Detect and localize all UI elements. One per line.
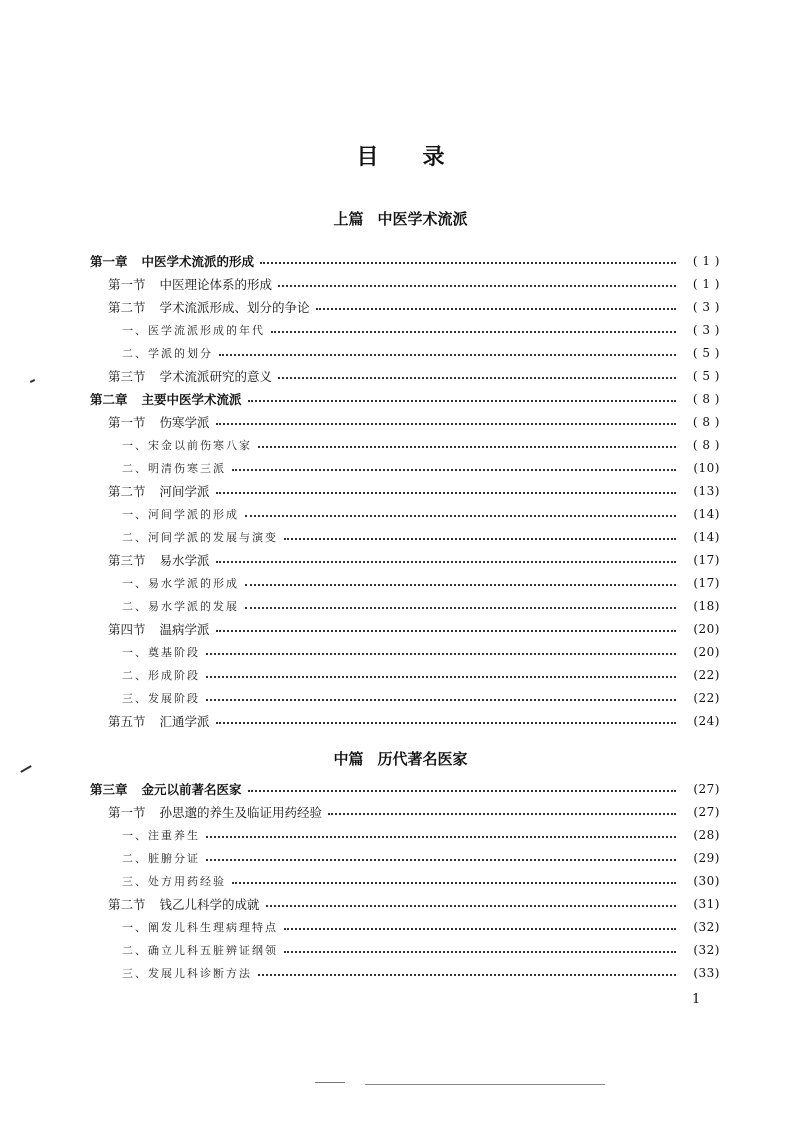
toc-entry-chapter[interactable] [90, 249, 720, 272]
toc-entry-label [90, 437, 256, 453]
toc-entry-label [90, 895, 264, 913]
dot-leader [284, 950, 676, 953]
dot-leader [258, 445, 676, 448]
toc-entry-page: (20) [693, 644, 720, 659]
toc-entry-title: 河间学派的形成 [148, 507, 239, 521]
toc-entry-sub[interactable] [90, 961, 720, 984]
toc-entry-page: (22) [693, 667, 720, 682]
toc-entry-number: 第一节 [108, 276, 146, 292]
toc-entry-sub[interactable] [90, 823, 720, 846]
toc-entry-label [90, 529, 282, 545]
toc-entry-label [90, 390, 246, 408]
dot-leader [216, 491, 676, 494]
toc-entry-title: 钱乙儿科学的成就 [159, 896, 260, 912]
toc-entry-label [90, 506, 243, 522]
toc-entry-number: 第三节 [108, 552, 146, 568]
toc-entry-section[interactable] [90, 548, 720, 571]
toc-entry-title: 易水学派的形成 [148, 576, 239, 590]
toc-entry-label [90, 942, 282, 958]
toc-entry-number: 三、 [122, 966, 148, 980]
toc-entry-label [90, 827, 204, 843]
toc-entry-label [90, 712, 214, 730]
toc-entry-title: 发展儿科诊断方法 [148, 966, 252, 980]
toc-entry-label [90, 690, 204, 706]
toc-entry-page: ( 1 ) [692, 276, 720, 291]
dot-leader [216, 560, 676, 563]
toc-entry-title: 伤寒学派 [159, 414, 210, 430]
dot-leader [278, 284, 676, 287]
toc-entry-number: 一、 [122, 828, 148, 842]
toc-entry-page: (28) [693, 827, 720, 842]
toc-entry-page: (17) [693, 575, 720, 590]
toc-entry-title: 孙思邈的养生及临证用药经验 [159, 804, 323, 820]
toc-entry-label [90, 460, 230, 476]
toc-entry-sub[interactable] [90, 571, 720, 594]
toc-entry-label [90, 367, 276, 385]
toc-entry-number: 第二节 [108, 299, 146, 315]
part-number: 上篇 [333, 210, 364, 228]
toc-entry-sub[interactable] [90, 525, 720, 548]
toc-entry-title: 形成阶段 [148, 668, 200, 682]
toc-entry-label [90, 413, 214, 431]
toc-entry-label [90, 850, 204, 866]
toc-entry-number: 三、 [122, 691, 148, 705]
toc-entry-number: 第二节 [108, 896, 146, 912]
dot-leader [278, 376, 676, 379]
dot-leader [219, 353, 676, 356]
toc-entry-number: 二、 [122, 599, 148, 613]
toc-entry-sub[interactable] [90, 686, 720, 709]
toc-entry-page: ( 3 ) [692, 322, 720, 337]
toc-entry-number: 一、 [122, 645, 148, 659]
toc-entry-number: 第一节 [108, 414, 146, 430]
toc-entry-page: (14) [693, 506, 720, 521]
toc-entry-number: 一、 [122, 323, 148, 337]
toc-entry-page: (22) [693, 690, 720, 705]
dot-leader [206, 858, 676, 861]
dot-leader [284, 927, 676, 930]
toc-entry-number: 二、 [122, 530, 148, 544]
toc-entry-sub[interactable] [90, 594, 720, 617]
toc-entry-number: 一、 [122, 507, 148, 521]
toc-entry-sub[interactable] [90, 663, 720, 686]
toc-entry-number: 一、 [122, 576, 148, 590]
toc-entry-sub[interactable] [90, 341, 720, 364]
toc-entry-page: ( 5 ) [692, 368, 720, 383]
toc-entry-sub[interactable] [90, 846, 720, 869]
dot-leader [245, 606, 676, 609]
toc-entry-title: 确立儿科五脏辨证纲领 [148, 943, 278, 957]
toc-entry-label [90, 252, 258, 270]
toc-entry-title: 学派的划分 [148, 346, 213, 360]
toc-entry-page: (32) [693, 942, 720, 957]
toc-entry-number: 第五节 [108, 713, 146, 729]
toc-entry-label [90, 598, 243, 614]
toc-entry-label [90, 298, 314, 316]
toc-entry-section[interactable] [90, 410, 720, 433]
toc-entry-title: 河间学派的发展与演变 [148, 530, 278, 544]
toc-entry-number: 第三节 [108, 368, 146, 384]
toc-entry-title: 处方用药经验 [148, 874, 226, 888]
toc-entry-section[interactable] [90, 364, 720, 387]
toc-entry-title: 学术流派形成、划分的争论 [159, 299, 310, 315]
toc-entry-page: (14) [693, 529, 720, 544]
toc-entry-page: (18) [693, 598, 720, 613]
toc-entry-page: (24) [693, 713, 720, 728]
toc-entry-title: 中医学术流派的形成 [141, 253, 255, 269]
dot-leader [232, 881, 676, 884]
toc-entry-label [90, 965, 256, 981]
dot-leader [232, 468, 676, 471]
scan-artifact [365, 1084, 605, 1085]
toc-entry-sub[interactable] [90, 869, 720, 892]
part-title: 中医学术流派 [377, 210, 468, 228]
dot-leader [206, 652, 676, 655]
toc-entry-section[interactable] [90, 709, 720, 732]
toc-entry-title: 汇通学派 [159, 713, 210, 729]
toc-entry-title: 温病学派 [159, 621, 210, 637]
toc-entry-page: (29) [693, 850, 720, 865]
toc-entry-sub[interactable] [90, 915, 720, 938]
toc-entry-page: (30) [693, 873, 720, 888]
toc-entry-number: 第一章 [90, 253, 128, 269]
toc-entry-number: 二、 [122, 851, 148, 865]
scan-artifact [315, 1082, 345, 1083]
dot-leader [271, 330, 676, 333]
toc-entry-number: 一、 [122, 920, 148, 934]
document-title-char-1: 目 [356, 145, 379, 170]
toc-entry-label [90, 620, 214, 638]
dot-leader [216, 721, 676, 724]
toc-entry-page: (10) [693, 460, 720, 475]
dot-leader [248, 789, 676, 792]
toc-entry-page: ( 5 ) [692, 345, 720, 360]
dot-leader [216, 629, 676, 632]
toc-entry-number: 第二章 [90, 391, 128, 407]
toc-entry-title: 医学流派形成的年代 [148, 323, 265, 337]
toc-entry-number: 第二节 [108, 483, 146, 499]
toc-entry-title: 奠基阶段 [148, 645, 200, 659]
dot-leader [316, 307, 676, 310]
toc-entry-title: 学术流派研究的意义 [159, 368, 273, 384]
toc-entry-title: 阐发儿科生理病理特点 [148, 920, 278, 934]
toc-entry-section[interactable] [90, 800, 720, 823]
toc-entry-section[interactable] [90, 892, 720, 915]
toc-entry-label [90, 644, 204, 660]
toc-entry-page: (17) [693, 552, 720, 567]
document-title [0, 140, 801, 171]
toc-entry-label [90, 919, 282, 935]
dot-leader [206, 675, 676, 678]
toc-entry-chapter[interactable] [90, 387, 720, 410]
toc-entry-label [90, 345, 217, 361]
toc-entry-page: (33) [693, 965, 720, 980]
toc-entry-label [90, 873, 230, 889]
toc-entry-chapter[interactable] [90, 777, 720, 800]
toc-entry-title: 中医理论体系的形成 [159, 276, 273, 292]
toc-entry-page: (13) [693, 483, 720, 498]
toc-entry-section[interactable] [90, 479, 720, 502]
dot-leader [328, 812, 676, 815]
document-title-char-2: 录 [422, 145, 445, 170]
dot-leader [245, 583, 676, 586]
toc-entry-page: (27) [693, 781, 720, 796]
toc-entry-title: 注重养生 [148, 828, 200, 842]
toc-entry-number: 二、 [122, 943, 148, 957]
toc-entry-sub[interactable] [90, 318, 720, 341]
dot-leader [260, 261, 676, 264]
scan-artifact [30, 379, 35, 383]
toc-entry-number: 一、 [122, 438, 148, 452]
toc-entry-sub[interactable] [90, 502, 720, 525]
toc-entry-sub[interactable] [90, 456, 720, 479]
toc-entry-title: 明清伤寒三派 [148, 461, 226, 475]
toc-entry-number: 二、 [122, 668, 148, 682]
toc-entry-page: (27) [693, 804, 720, 819]
part-heading-upper [0, 208, 801, 229]
page-number: 1 [692, 992, 701, 1007]
toc-entry-title: 易水学派的发展 [148, 599, 239, 613]
toc-entry-number: 第三章 [90, 781, 128, 797]
part-heading-middle [0, 748, 801, 769]
toc-entry-page: ( 1 ) [692, 253, 720, 268]
toc-entry-page: (32) [693, 919, 720, 934]
toc-entry-sub[interactable] [90, 433, 720, 456]
toc-entry-sub[interactable] [90, 938, 720, 961]
dot-leader [216, 422, 676, 425]
dot-leader [248, 399, 676, 402]
toc-entry-title: 易水学派 [159, 552, 210, 568]
dot-leader [206, 835, 676, 838]
toc-entry-label [90, 575, 243, 591]
toc-entry-label [90, 482, 214, 500]
dot-leader [266, 904, 676, 907]
dot-leader [258, 973, 676, 976]
toc-entry-title: 发展阶段 [148, 691, 200, 705]
toc-entry-title: 主要中医学术流派 [141, 391, 242, 407]
toc-entry-label [90, 780, 246, 798]
toc-entry-section[interactable] [90, 272, 720, 295]
toc-entry-section[interactable] [90, 617, 720, 640]
toc-entry-page: ( 8 ) [692, 414, 720, 429]
toc-entry-number: 二、 [122, 346, 148, 360]
part-title: 历代著名医家 [377, 750, 468, 768]
toc-entry-number: 三、 [122, 874, 148, 888]
toc-entry-page: ( 8 ) [692, 437, 720, 452]
dot-leader [206, 698, 676, 701]
toc-entry-page: (31) [693, 896, 720, 911]
toc-entry-label [90, 551, 214, 569]
toc-entry-title: 脏腑分证 [148, 851, 200, 865]
dot-leader [245, 514, 676, 517]
toc-entry-page: (20) [693, 621, 720, 636]
toc-entry-label [90, 667, 204, 683]
toc-entry-title: 金元以前著名医家 [141, 781, 242, 797]
part-number: 中篇 [333, 750, 364, 768]
toc-entry-label [90, 803, 326, 821]
toc-entry-title: 河间学派 [159, 483, 210, 499]
toc-entry-number: 二、 [122, 461, 148, 475]
toc-entry-page: ( 8 ) [692, 391, 720, 406]
toc-entry-number: 第一节 [108, 804, 146, 820]
toc-entry-number: 第四节 [108, 621, 146, 637]
toc-entry-page: ( 3 ) [692, 299, 720, 314]
toc-entry-sub[interactable] [90, 640, 720, 663]
dot-leader [284, 537, 676, 540]
toc-entry-label [90, 275, 276, 293]
toc-entry-title: 宋金以前伤寒八家 [148, 438, 252, 452]
toc-entry-section[interactable] [90, 295, 720, 318]
toc-entry-label [90, 322, 269, 338]
